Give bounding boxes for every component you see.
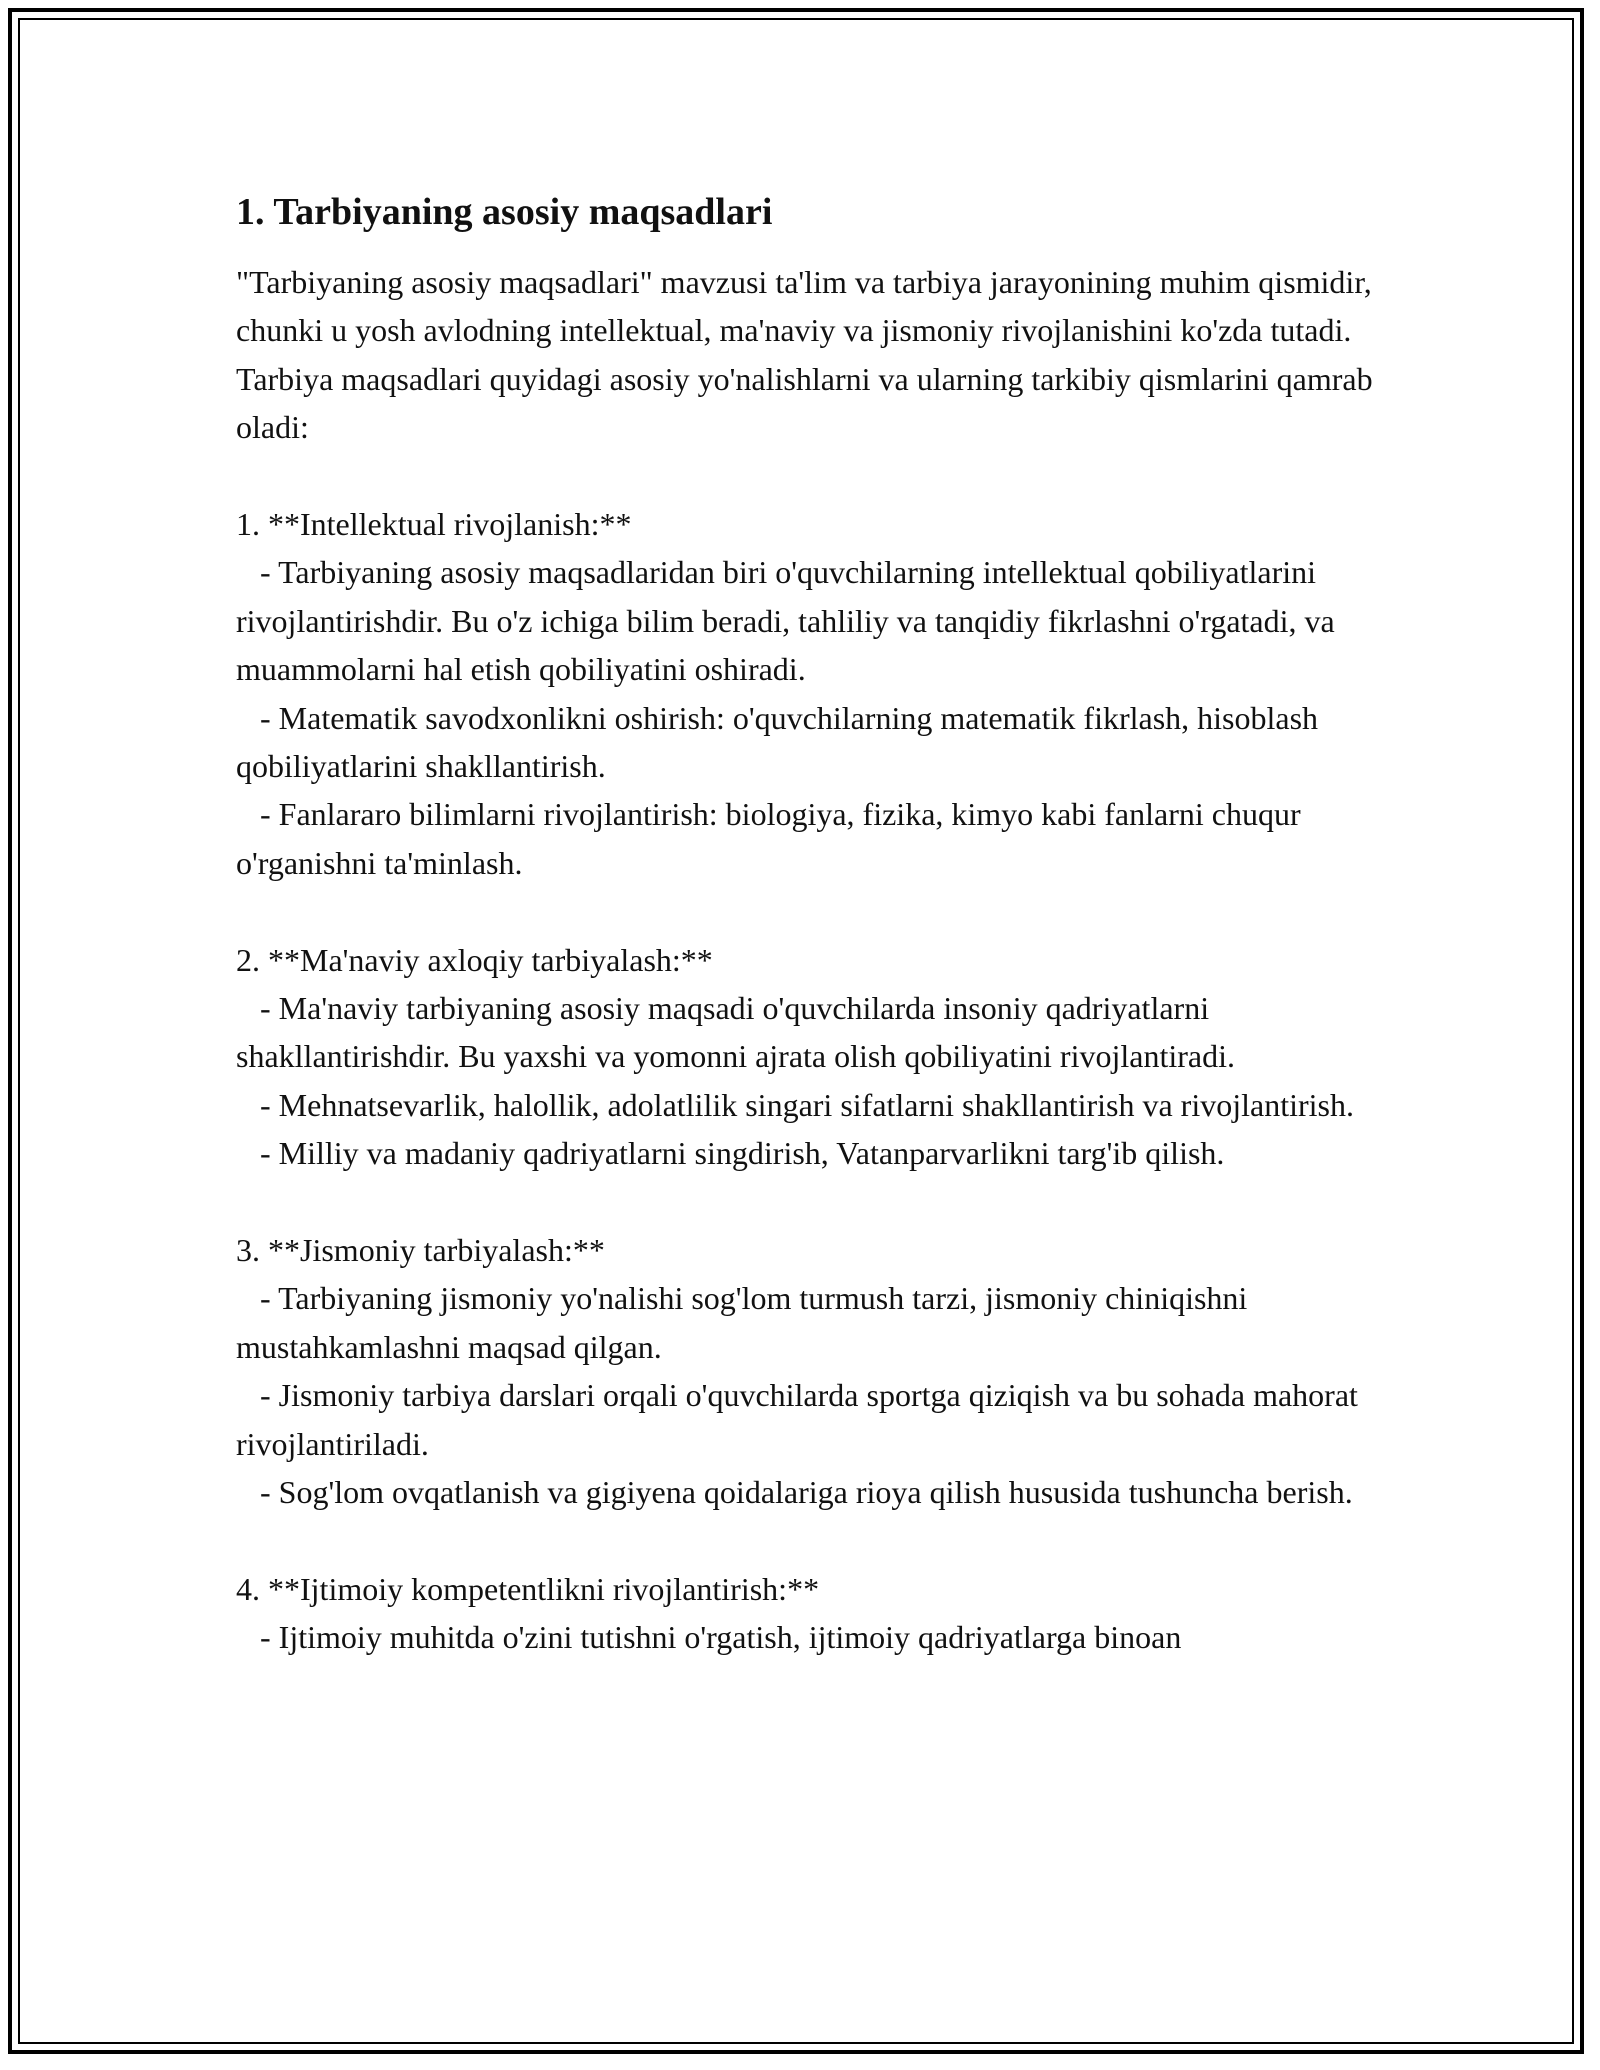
- section-bullet: - Milliy va madaniy qadriyatlarni singdirish, Vatanparvarlikni targ'ib qilish.: [236, 1135, 1225, 1172]
- document-body: [236, 188, 1376, 1662]
- section-bullet: - Ijtimoiy muhitda o'zini tutishni o'rgatish, ijtimoiy qadriyatlarga binoan: [236, 1619, 1182, 1656]
- section-heading: 1. **Intellektual rivojlanish:**: [236, 506, 632, 543]
- section-bullet: - Matematik savodxonlikni oshirish: o'quvchilarning matematik fikrlash, hisoblash qobiliyatlarini shakllantirish.: [236, 699, 1327, 785]
- paragraph-gap: [236, 452, 1376, 500]
- section-bullet: - Tarbiyaning jismoniy yo'nalishi sog'lom turmush tarzi, jismoniy chiniqishni mustahkamlashni maqsad qilgan.: [236, 1280, 1256, 1365]
- section-bullet: - Tarbiyaning asosiy maqsadlaridan biri o'quvchilarning intellektual qobiliyatlarini rivojlantirishdir. Bu o'z ichiga bilim beradi, tahliliy va tanqidiy fikrlashni o'rgatadi, va muammolarni hal etish qobiliyatini oshiradi.: [236, 554, 1343, 688]
- section-heading: 2. **Ma'naviy axloqiy tarbiyalash:**: [236, 941, 713, 978]
- section-bullet: - Mehnatsevarlik, halollik, adolatlilik singari sifatlarni shakllantirish va rivojlantirish.: [236, 1086, 1354, 1123]
- intro-paragraph: "Tarbiyaning asosiy maqsadlari" mavzusi ta'lim va tarbiya jarayonining muhim qismidir, chunki u yosh avlodning intellektual, ma'naviy va jismoniy rivojlanishini ko'zda tutadi. Tarbiya maqsadlari quyidagi asosiy yo'nalishlarni va ularning tarkibiy qismlarini qamrab oladi:: [236, 264, 1373, 446]
- section-bullet: - Sog'lom ovqatlanish va gigiyena qoidalariga rioya qilish hususida tushuncha berish.: [236, 1474, 1353, 1511]
- section-bullet: - Jismoniy tarbiya darslari orqali o'quvchilarda sportga qiziqish va bu sohada mahorat rivojlantiriladi.: [236, 1377, 1366, 1462]
- section-heading: 3. **Jismoniy tarbiyalash:**: [236, 1232, 605, 1269]
- section-moral: [236, 936, 1376, 1178]
- section-social: [236, 1565, 1376, 1662]
- paragraph-gap: [236, 887, 1376, 935]
- section-bullet: - Fanlararo bilimlarni rivojlantirish: biologiya, fizika, kimyo kabi fanlarni chuqur o'rganishni ta'minlash.: [236, 796, 1309, 881]
- document-title: 1. Tarbiyaning asosiy maqsadlari: [236, 191, 773, 233]
- section-bullet: - Ma'naviy tarbiyaning asosiy maqsadi o'quvchilarda insoniy qadriyatlarni shakllantirishdir. Bu yaxshi va yomonni ajrata olish qobiliyatini rivojlantiradi.: [236, 990, 1235, 1075]
- section-heading: 4. **Ijtimoiy kompetentlikni rivojlantirish:**: [236, 1570, 820, 1607]
- paragraph-gap: [236, 1178, 1376, 1226]
- section-physical: [236, 1226, 1376, 1516]
- section-intellectual: [236, 500, 1376, 887]
- paragraph-gap: [236, 1517, 1376, 1565]
